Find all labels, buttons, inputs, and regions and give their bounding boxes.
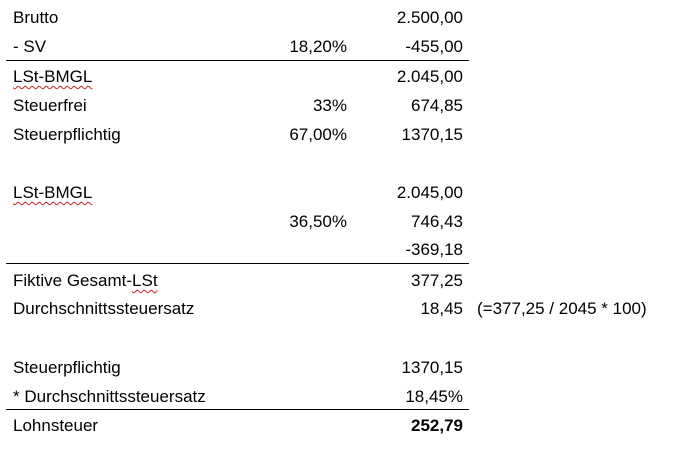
row-steuerpflichtig <box>0 120 686 149</box>
row-steuerpflichtig-2 <box>0 353 686 382</box>
row-percent: 18,20% <box>289 37 347 56</box>
divider-line <box>6 263 469 264</box>
row-value: 2.045,00 <box>396 183 463 202</box>
row-value: 674,85 <box>411 96 463 115</box>
row-value: 18,45% <box>405 387 463 406</box>
row-label: Steuerpflichtig <box>13 358 121 377</box>
row-label: LSt-BMGL <box>13 183 93 202</box>
row-label: Lohnsteuer <box>13 416 99 435</box>
row-fiktive-gesamt-lst <box>0 266 686 295</box>
row-label: Durchschnittssteuersatz <box>13 299 195 318</box>
row-deduction <box>0 235 686 264</box>
row-value: 2.045,00 <box>396 67 463 86</box>
divider-line <box>6 409 469 410</box>
row-lst-bmgl <box>0 62 686 91</box>
row-percent: 36,50% <box>289 212 347 231</box>
result-value: 252,79 <box>411 416 463 435</box>
row-lohnsteuer <box>0 411 686 440</box>
row-value: 18,45 <box>420 299 463 318</box>
row-sv <box>0 32 686 61</box>
row-label: * Durchschnittssteuersatz <box>13 387 206 406</box>
row-value: -369,18 <box>405 240 463 259</box>
row-label: LSt-BMGL <box>13 67 93 86</box>
row-label: - SV <box>13 37 47 56</box>
row-value: 377,25 <box>411 271 463 290</box>
row-value: 1370,15 <box>401 358 463 377</box>
row-label: Brutto <box>13 8 59 27</box>
row-lst-bmgl-2 <box>0 178 686 207</box>
row-tax-rate <box>0 207 686 236</box>
row-label: Steuerpflichtig <box>13 125 121 144</box>
row-percent: 33% <box>312 96 347 115</box>
row-value: -455,00 <box>405 37 463 56</box>
row-value: 2.500,00 <box>396 8 463 27</box>
formula-note: (=377,25 / 2045 * 100) <box>477 299 647 318</box>
row-times-rate <box>0 382 686 411</box>
row-steuerfrei <box>0 91 686 120</box>
row-value: 746,43 <box>411 212 463 231</box>
row-percent: 67,00% <box>289 125 347 144</box>
row-brutto <box>0 3 686 32</box>
lst-abbrev: LSt <box>132 271 158 290</box>
divider-line <box>6 60 469 61</box>
row-label: Fiktive Gesamt-LSt <box>13 271 158 290</box>
row-value: 1370,15 <box>401 125 463 144</box>
row-durchschnittssteuersatz <box>0 294 686 323</box>
row-label: Steuerfrei <box>13 96 87 115</box>
